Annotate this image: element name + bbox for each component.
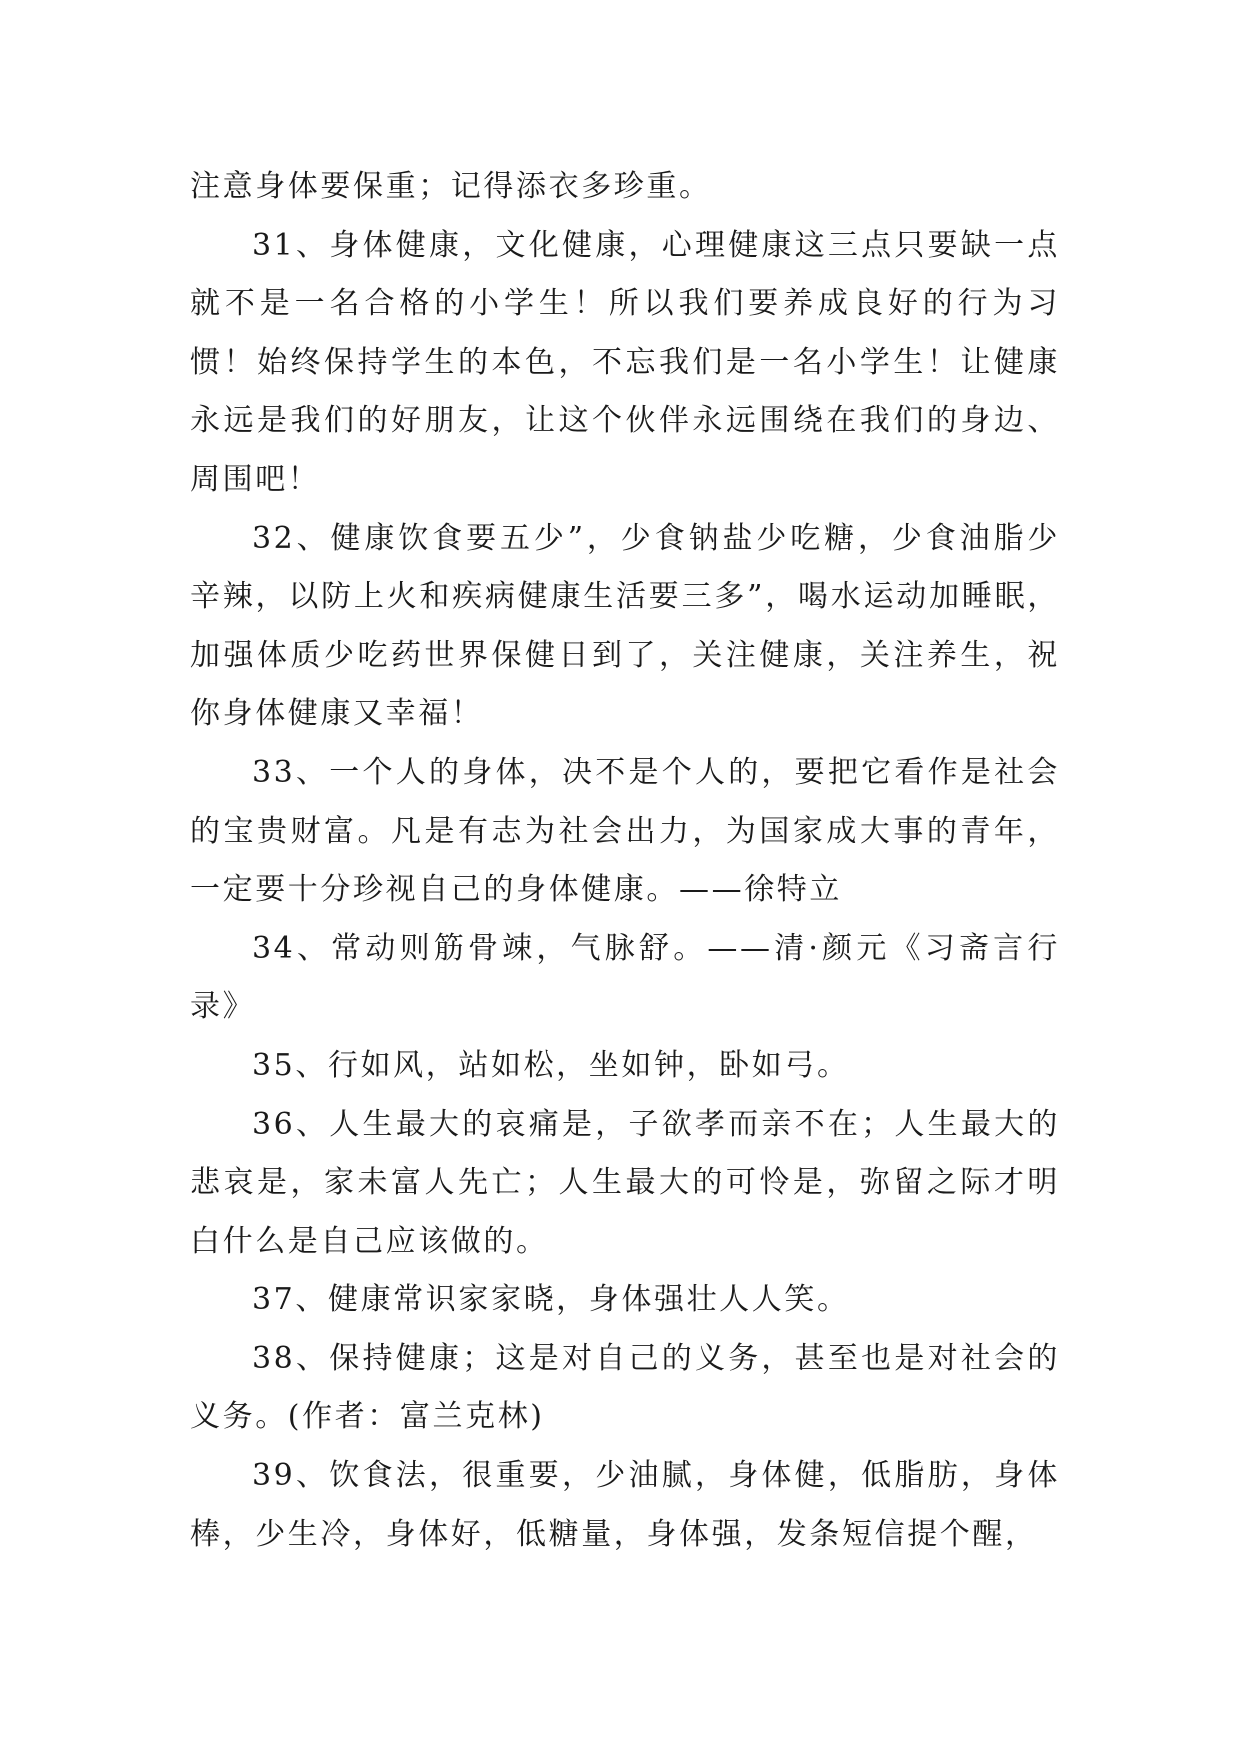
document-body xyxy=(190,158,1060,1564)
paragraph-34: 34、常动则筋骨竦，气脉舒。——清·颜元《习斋言行录》 xyxy=(190,930,1060,1025)
paragraph-35: 35、行如风，站如松，坐如钟，卧如弓。 xyxy=(252,1047,850,1083)
paragraph-39: 39、饮食法，很重要，少油腻，身体健，低脂肪，身体棒，少生冷，身体好，低糖量，身体强，发条短信提个醒， xyxy=(190,1458,1060,1552)
paragraph-36: 36、人生最大的哀痛是，子欲孝而亲不在；人生最大的悲哀是，家未富人先亡；人生最大的可怜是，弥留之际才明白什么是自己应该做的。 xyxy=(190,1106,1060,1259)
paragraph-37: 37、健康常识家家晓，身体强壮人人笑。 xyxy=(252,1282,850,1318)
paragraph-33: 33、一个人的身体，决不是个人的，要把它看作是社会的宝贵财富。凡是有志为社会出力，为国家成大事的青年，一定要十分珍视自己的身体健康。——徐特立 xyxy=(190,754,1060,908)
paragraph-38: 38、保持健康；这是对自己的义务，甚至也是对社会的义务。(作者：富兰克林) xyxy=(190,1340,1060,1435)
paragraph-32: 32、健康饮食要五少”，少食钠盐少吃糖，少食油脂少辛辣，以防上火和疾病健康生活要三多”，喝水运动加睡眠，加强体质少吃药世界保健日到了，关注健康，关注养生，祝你身体健康又幸福！ xyxy=(190,520,1060,732)
paragraph-31: 31、身体健康，文化健康，心理健康这三点只要缺一点就不是一名合格的小学生！所以我们要养成良好的行为习惯！始终保持学生的本色，不忘我们是一名小学生！让健康永远是我们的好朋友，让这个伙伴永远围绕在我们的身边、周围吧！ xyxy=(190,227,1060,497)
paragraph-continuation: 注意身体要保重；记得添衣多珍重。 xyxy=(190,169,712,204)
